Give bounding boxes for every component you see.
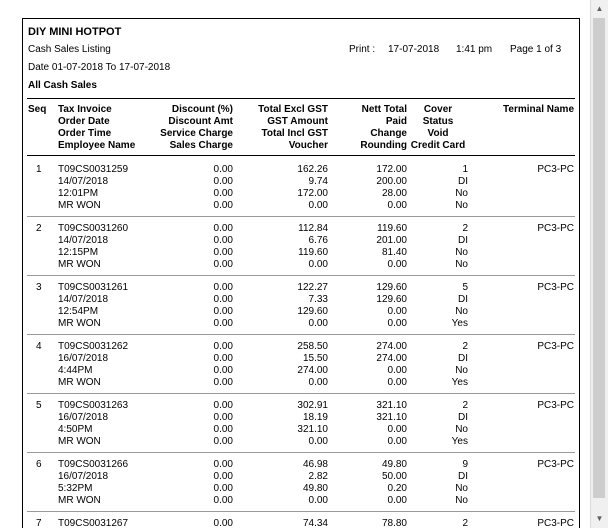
row-payment-info: 49.80	[381, 459, 407, 470]
col-header-c4-line3: Rounding	[360, 140, 407, 151]
row-discount-info: 0.00	[213, 259, 233, 270]
row-invoice-info: T09CS0031263	[58, 400, 129, 411]
row-payment-info: 119.60	[377, 223, 407, 234]
row-invoice-info: 16/07/2018	[58, 353, 109, 364]
row-discount-info: 0.00	[213, 353, 233, 364]
row-terminal: PC3-PC	[537, 164, 574, 175]
row-payment-info: 0.20	[387, 483, 407, 494]
row-status-info: No	[455, 200, 468, 211]
row-separator	[27, 334, 575, 335]
row-payment-info: 0.00	[387, 318, 407, 329]
row-status-info: DI	[458, 412, 468, 423]
col-header-c2-line2: Service Charge	[160, 128, 233, 139]
scroll-up-icon[interactable]: ▲	[595, 4, 604, 13]
row-gst-info: 274.00	[297, 365, 328, 376]
row-payment-info: 274.00	[376, 341, 407, 352]
row-discount-info: 0.00	[213, 377, 233, 388]
row-discount-info: 0.00	[213, 471, 233, 482]
row-invoice-info: MR WON	[58, 318, 101, 329]
row-status-info: No	[455, 188, 468, 199]
row-status-info: No	[455, 495, 468, 506]
row-gst-info: 321.10	[297, 424, 328, 435]
row-discount-info: 0.00	[213, 459, 233, 470]
row-seq: 7	[36, 518, 42, 528]
row-discount-info: 0.00	[213, 188, 233, 199]
row-gst-info: 172.00	[297, 188, 328, 199]
row-status-info: No	[455, 365, 468, 376]
row-invoice-info: 14/07/2018	[58, 235, 109, 246]
row-discount-info: 0.00	[213, 341, 233, 352]
col-header-c2-line3: Sales Charge	[169, 140, 233, 151]
row-gst-info: 0.00	[308, 495, 328, 506]
row-discount-info: 0.00	[213, 400, 233, 411]
row-gst-info: 302.91	[297, 400, 328, 411]
header-top-rule	[27, 98, 575, 99]
row-invoice-info: MR WON	[58, 259, 101, 270]
row-invoice-info: 12:15PM	[58, 247, 99, 258]
col-header-c1-line0: Tax Invoice	[58, 104, 112, 115]
row-discount-info: 0.00	[213, 424, 233, 435]
col-header-c1-line1: Order Date	[58, 116, 110, 127]
row-status-info: No	[455, 247, 468, 258]
col-header-c4-line1: Paid	[385, 116, 407, 127]
row-discount-info: 0.00	[213, 306, 233, 317]
row-status-info: DI	[458, 235, 468, 246]
row-invoice-info: 5:32PM	[58, 483, 93, 494]
col-header-c3-line1: GST Amount	[267, 116, 328, 127]
row-discount-info: 0.00	[213, 365, 233, 376]
row-discount-info: 0.00	[213, 282, 233, 293]
row-payment-info: 78.80	[381, 518, 407, 528]
row-payment-info: 200.00	[376, 176, 407, 187]
row-terminal: PC3-PC	[537, 282, 574, 293]
scrollbar-thumb[interactable]	[593, 18, 605, 498]
row-invoice-info: T09CS0031260	[58, 223, 129, 234]
row-status-info: 2	[462, 518, 468, 528]
row-discount-info: 0.00	[213, 436, 233, 447]
row-gst-info: 0.00	[308, 377, 328, 388]
row-discount-info: 0.00	[213, 483, 233, 494]
row-invoice-info: 4:50PM	[58, 424, 93, 435]
row-discount-info: 0.00	[213, 518, 233, 528]
row-invoice-info: MR WON	[58, 436, 101, 447]
row-gst-info: 258.50	[297, 341, 328, 352]
row-invoice-info: MR WON	[58, 377, 101, 388]
row-payment-info: 321.10	[376, 412, 407, 423]
col-header-c2-line0: Discount (%)	[171, 104, 233, 115]
row-payment-info: 0.00	[387, 306, 407, 317]
row-gst-info: 18.19	[302, 412, 328, 423]
row-payment-info: 0.00	[387, 424, 407, 435]
row-discount-info: 0.00	[213, 318, 233, 329]
row-gst-info: 122.27	[297, 282, 328, 293]
col-header-c4-line0: Nett Total	[361, 104, 407, 115]
row-status-info: 9	[462, 459, 468, 470]
row-discount-info: 0.00	[213, 412, 233, 423]
row-invoice-info: T09CS0031266	[58, 459, 129, 470]
row-payment-info: 321.10	[376, 400, 407, 411]
row-status-info: DI	[458, 471, 468, 482]
row-seq: 3	[36, 282, 42, 293]
row-status-info: Yes	[451, 436, 468, 447]
row-invoice-info: 14/07/2018	[58, 176, 109, 187]
row-gst-info: 49.80	[302, 483, 328, 494]
row-seq: 4	[36, 341, 42, 352]
row-payment-info: 0.00	[387, 495, 407, 506]
row-gst-info: 46.98	[302, 459, 328, 470]
row-gst-info: 162.26	[297, 164, 328, 175]
row-gst-info: 119.60	[298, 247, 328, 258]
row-gst-info: 15.50	[302, 353, 328, 364]
print-date: 17-07-2018	[388, 44, 440, 55]
row-discount-info: 0.00	[213, 223, 233, 234]
row-invoice-info: 14/07/2018	[58, 294, 109, 305]
row-seq: 6	[36, 459, 42, 470]
row-invoice-info: MR WON	[58, 200, 101, 211]
vertical-scrollbar[interactable]	[590, 0, 608, 528]
print-label: Print :	[349, 44, 376, 55]
row-terminal: PC3-PC	[537, 459, 574, 470]
row-invoice-info: T09CS0031262	[58, 341, 129, 352]
row-invoice-info: 12:01PM	[58, 188, 99, 199]
row-discount-info: 0.00	[213, 200, 233, 211]
row-payment-info: 0.00	[387, 200, 407, 211]
report-title: Cash Sales Listing	[28, 44, 111, 55]
row-status-info: DI	[458, 353, 468, 364]
row-gst-info: 0.00	[308, 200, 328, 211]
row-terminal: PC3-PC	[537, 341, 574, 352]
row-payment-info: 0.00	[387, 365, 407, 376]
row-invoice-info: T09CS0031267	[58, 518, 129, 528]
row-separator	[27, 511, 575, 512]
row-gst-info: 0.00	[308, 259, 328, 270]
col-header-c5-line2: Void	[427, 128, 449, 139]
row-separator	[27, 216, 575, 217]
row-payment-info: 201.00	[376, 235, 407, 246]
row-separator	[27, 452, 575, 453]
row-gst-info: 2.82	[308, 471, 328, 482]
row-seq: 2	[36, 223, 42, 234]
row-discount-info: 0.00	[213, 247, 233, 258]
print-time: 1:41 pm	[456, 44, 493, 55]
row-discount-info: 0.00	[213, 294, 233, 305]
row-seq: 5	[36, 400, 42, 411]
row-invoice-info: 4:44PM	[58, 365, 93, 376]
col-header-c3-line0: Total Excl GST	[258, 104, 328, 115]
row-gst-info: 6.76	[308, 235, 328, 246]
row-discount-info: 0.00	[213, 495, 233, 506]
row-discount-info: 0.00	[213, 176, 233, 187]
row-gst-info: 74.34	[302, 518, 328, 528]
row-status-info: Yes	[451, 318, 468, 329]
row-seq: 1	[36, 164, 42, 175]
col-header-terminal: Terminal Name	[503, 104, 574, 115]
row-status-info: 1	[462, 164, 468, 175]
col-header-c5-line3: Credit Card	[410, 140, 466, 151]
row-invoice-info: MR WON	[58, 495, 101, 506]
row-gst-info: 112.84	[298, 223, 328, 234]
scroll-down-icon[interactable]: ▼	[595, 514, 604, 523]
row-status-info: 2	[462, 223, 468, 234]
row-status-info: DI	[458, 176, 468, 187]
row-status-info: No	[455, 259, 468, 270]
col-header-c5-line1: Status	[422, 116, 454, 127]
col-header-seq: Seq	[28, 104, 47, 115]
row-status-info: 2	[462, 341, 468, 352]
row-gst-info: 129.60	[297, 306, 328, 317]
row-discount-info: 0.00	[213, 164, 233, 175]
row-payment-info: 129.60	[376, 282, 407, 293]
date-range: Date 01-07-2018 To 17-07-2018	[28, 62, 171, 73]
row-status-info: DI	[458, 294, 468, 305]
page-info: Page 1 of 3	[510, 44, 562, 55]
row-status-info: 2	[462, 400, 468, 411]
row-status-info: No	[455, 483, 468, 494]
row-terminal: PC3-PC	[537, 518, 574, 528]
row-payment-info: 28.00	[381, 188, 407, 199]
row-payment-info: 0.00	[387, 377, 407, 388]
row-payment-info: 129.60	[376, 294, 407, 305]
report-filter: All Cash Sales	[28, 80, 97, 91]
row-invoice-info: 12:54PM	[58, 306, 99, 317]
row-invoice-info: T09CS0031261	[58, 282, 129, 293]
row-payment-info: 0.00	[387, 436, 407, 447]
row-discount-info: 0.00	[213, 235, 233, 246]
col-header-c2-line1: Discount Amt	[168, 116, 233, 127]
row-separator	[27, 275, 575, 276]
header-bottom-rule	[27, 155, 575, 156]
row-gst-info: 0.00	[308, 436, 328, 447]
row-payment-info: 0.00	[387, 259, 407, 270]
row-terminal: PC3-PC	[537, 400, 574, 411]
row-invoice-info: 16/07/2018	[58, 471, 109, 482]
row-gst-info: 9.74	[308, 176, 328, 187]
row-status-info: 5	[462, 282, 468, 293]
row-gst-info: 7.33	[308, 294, 328, 305]
row-invoice-info: T09CS0031259	[58, 164, 129, 175]
col-header-c3-line3: Voucher	[288, 140, 328, 151]
col-header-c1-line3: Employee Name	[58, 140, 136, 151]
row-status-info: Yes	[451, 377, 468, 388]
row-payment-info: 274.00	[376, 353, 407, 364]
row-gst-info: 0.00	[308, 318, 328, 329]
row-payment-info: 81.40	[381, 247, 407, 258]
row-status-info: No	[455, 424, 468, 435]
col-header-c3-line2: Total Incl GST	[261, 128, 328, 139]
col-header-c4-line2: Change	[370, 128, 407, 139]
row-terminal: PC3-PC	[537, 223, 574, 234]
row-separator	[27, 393, 575, 394]
col-header-c1-line2: Order Time	[58, 128, 112, 139]
row-status-info: No	[455, 306, 468, 317]
col-header-c5-line0: Cover	[423, 104, 453, 115]
company-name: DIY MINI HOTPOT	[28, 26, 122, 38]
row-payment-info: 172.00	[376, 164, 407, 175]
row-invoice-info: 16/07/2018	[58, 412, 109, 423]
row-payment-info: 50.00	[381, 471, 407, 482]
